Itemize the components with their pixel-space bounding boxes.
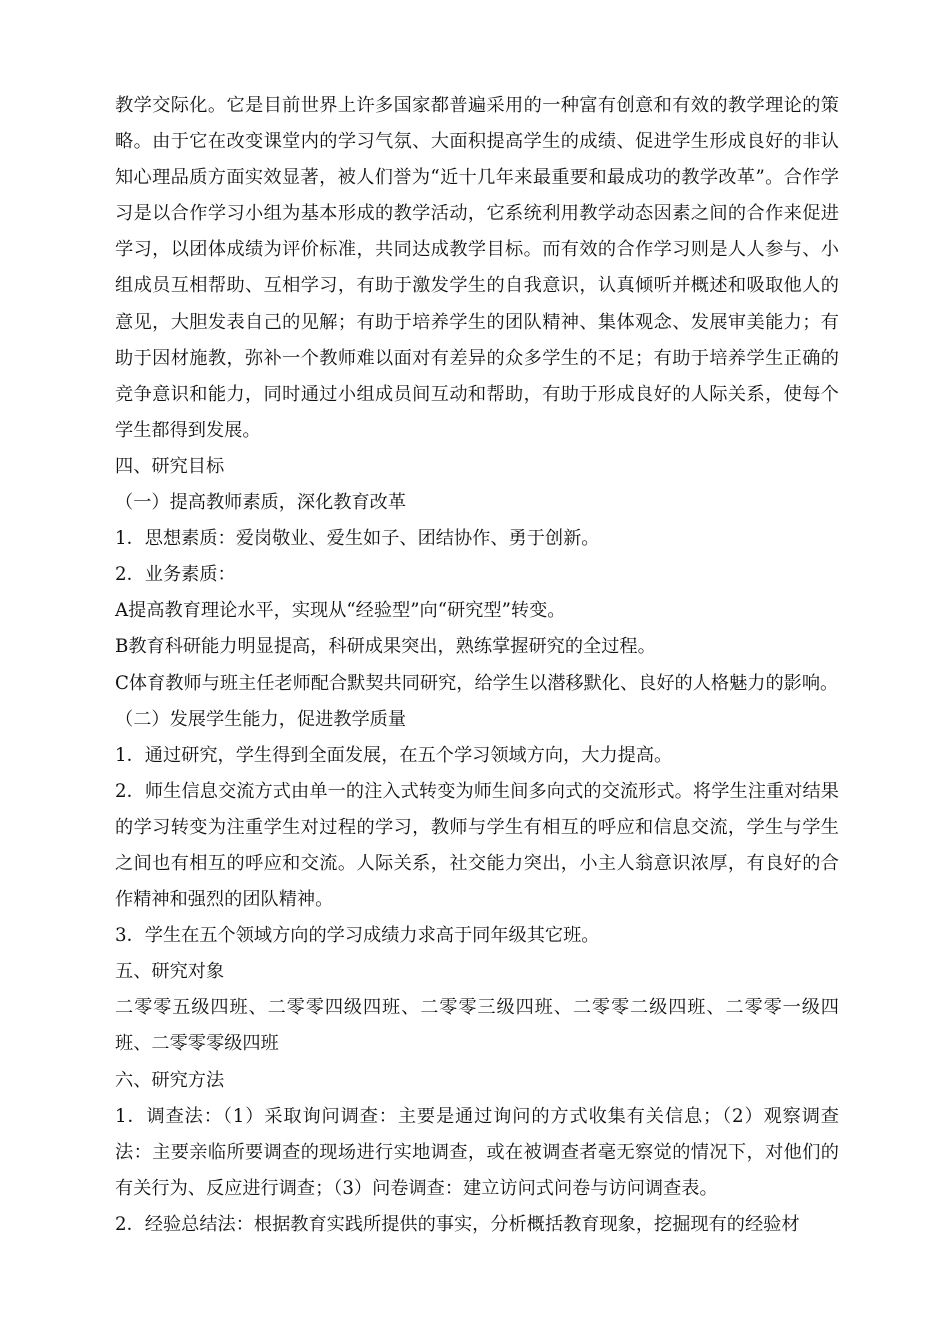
goal-item-ideology: 1．思想素质：爱岗敬业、爱生如子、团结协作、勇于创新。 bbox=[115, 528, 600, 550]
goal-item-professional-b: B教育科研能力明显提高，科研成果突出，熟练掌握研究的全过程。 bbox=[115, 636, 656, 658]
method-item-experience-summary: 2．经验总结法：根据教育实践所提供的事实，分析概括教育现象，挖掘现有的经验材 bbox=[115, 1213, 800, 1235]
goal-item-grades: 3．学生在五个领域方向的学习成绩力求高于同年级其它班。 bbox=[115, 925, 600, 947]
goal-item-communication: 2．师生信息交流方式由单一的注入式转变为师生间多向式的交流形式。将学生注重对结果的学习转变为注重学生对过程的学习，教师与学生有相互的呼应和信息交流，学生与学生之间也有相互的呼应和交流。人际关系，社交能力突出，小主人翁意识浓厚，有良好的合作精神和强烈的团队精神。 bbox=[115, 780, 839, 911]
document-page bbox=[115, 88, 839, 1243]
goal-item-student-development: 1．通过研究，学生得到全面发展，在五个学习领域方向，大力提高。 bbox=[115, 744, 673, 766]
section-heading-research-subjects: 五、研究对象 bbox=[115, 961, 225, 983]
section-heading-research-methods: 六、研究方法 bbox=[115, 1069, 225, 1091]
intro-paragraph: 教学交际化。它是目前世界上许多国家都普遍采用的一种富有创意和有效的教学理论的策略。由于它在改变课堂内的学习气氛、大面积提高学生的成绩、促进学生形成良好的非认知心理品质方面实效显著，被人们誉为“近十几年来最重要和最成功的教学改革”。合作学习是以合作学习小组为基本形成的教学活动，它系统利用教学动态因素之间的合作来促进学习，以团体成绩为评价标准，共同达成教学目标。而有效的合作学习则是人人参与、小组成员互相帮助、互相学习，有助于激发学生的自我意识，认真倾听并概述和吸取他人的意见，大胆发表自己的见解；有助于培养学生的团队精神、集体观念、发展审美能力；有助于因材施教，弥补一个教师难以面对有差异的众多学生的不足；有助于培养学生正确的竞争意识和能力，同时通过小组成员间互动和帮助，有助于形成良好的人际关系，使每个学生都得到发展。 bbox=[115, 95, 839, 441]
method-item-survey: 1．调查法：（1）采取询问调查：主要是通过询问的方式收集有关信息；（2）观察调查法：主要亲临所要调查的现场进行实地调查，或在被调查者毫无察觉的情况下，对他们的有关行为、反应进行调查；（3）问卷调查：建立访问式问卷与访问调查表。 bbox=[115, 1105, 839, 1199]
section-heading-research-goals: 四、研究目标 bbox=[115, 455, 225, 477]
subsection-heading-teacher-quality: （一）提高教师素质，深化教育改革 bbox=[115, 492, 407, 514]
goal-item-professional-c: C体育教师与班主任老师配合默契共同研究，给学生以潜移默化、良好的人格魅力的影响。 bbox=[115, 672, 839, 694]
subsection-heading-student-ability: （二）发展学生能力，促进教学质量 bbox=[115, 708, 407, 730]
goal-item-professional: 2．业务素质： bbox=[115, 564, 236, 586]
goal-item-professional-a: A提高教育理论水平，实现从“经验型”向“研究型”转变。 bbox=[115, 600, 566, 622]
research-subjects-text: 二零零五级四班、二零零四级四班、二零零三级四班、二零零二级四班、二零零一级四班、二零零零级四班 bbox=[115, 997, 839, 1055]
